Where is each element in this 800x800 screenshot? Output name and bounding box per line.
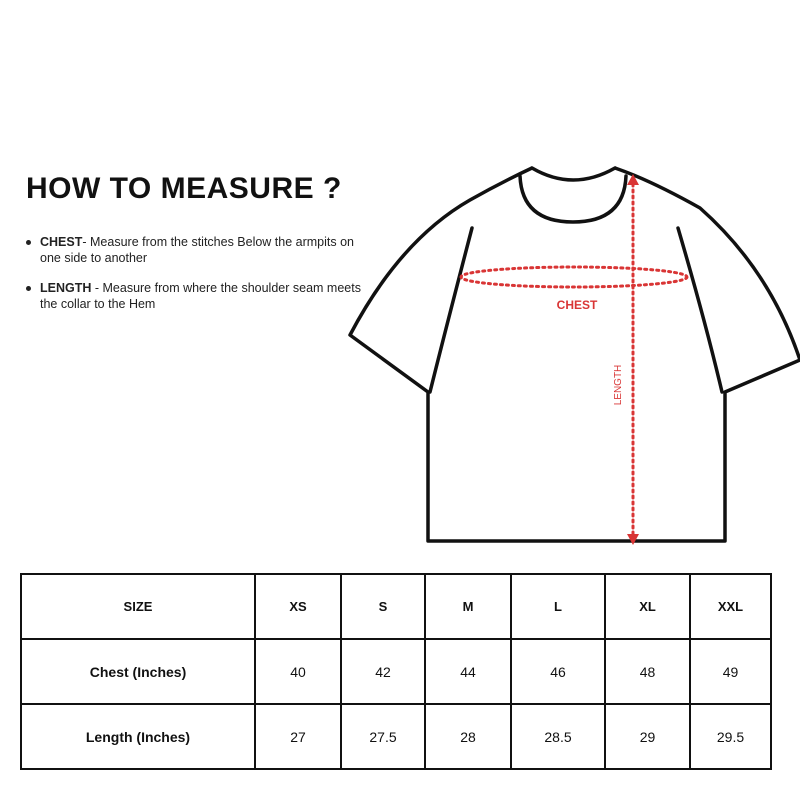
chest-measure-line bbox=[461, 267, 687, 287]
right-sleeve-seam bbox=[678, 228, 722, 392]
table-cell: 27.5 bbox=[341, 704, 425, 769]
table-cell: 46 bbox=[511, 639, 605, 704]
page-title: HOW TO MEASURE ? bbox=[26, 172, 342, 205]
header-cell: SIZE bbox=[21, 574, 255, 639]
table-cell: 29.5 bbox=[690, 704, 771, 769]
instruction-term: CHEST bbox=[40, 235, 83, 249]
row-label: Length (Inches) bbox=[21, 704, 255, 769]
table-cell: 49 bbox=[690, 639, 771, 704]
size-chart-table bbox=[20, 573, 772, 770]
instruction-text: - Measure from the stitches Below the armpits on one side to another bbox=[40, 235, 355, 265]
header-cell: XS bbox=[255, 574, 341, 639]
tshirt-outline bbox=[350, 168, 800, 541]
length-label: LENGTH bbox=[613, 364, 624, 406]
tshirt-collar-inner bbox=[520, 176, 626, 222]
instruction-term: LENGTH bbox=[40, 281, 92, 295]
table-cell: 28.5 bbox=[511, 704, 605, 769]
header-cell: S bbox=[341, 574, 425, 639]
header-cell: XL bbox=[605, 574, 690, 639]
header-cell: M bbox=[425, 574, 511, 639]
header-cell: XXL bbox=[690, 574, 771, 639]
table-cell: 48 bbox=[605, 639, 690, 704]
table-cell: 40 bbox=[255, 639, 341, 704]
tshirt-collar-outer bbox=[532, 168, 615, 180]
table-row bbox=[21, 704, 771, 769]
row-label: Chest (Inches) bbox=[21, 639, 255, 704]
table-cell: 29 bbox=[605, 704, 690, 769]
left-sleeve-seam bbox=[430, 228, 472, 392]
table-cell: 42 bbox=[341, 639, 425, 704]
header-cell: L bbox=[511, 574, 605, 639]
table-cell: 28 bbox=[425, 704, 511, 769]
table-header-row bbox=[21, 574, 771, 639]
table-row bbox=[21, 639, 771, 704]
table-cell: 44 bbox=[425, 639, 511, 704]
instruction-text: - Measure from where the shoulder seam meets the collar to the Hem bbox=[40, 281, 361, 311]
chest-label: CHEST bbox=[556, 298, 598, 312]
table-cell: 27 bbox=[255, 704, 341, 769]
